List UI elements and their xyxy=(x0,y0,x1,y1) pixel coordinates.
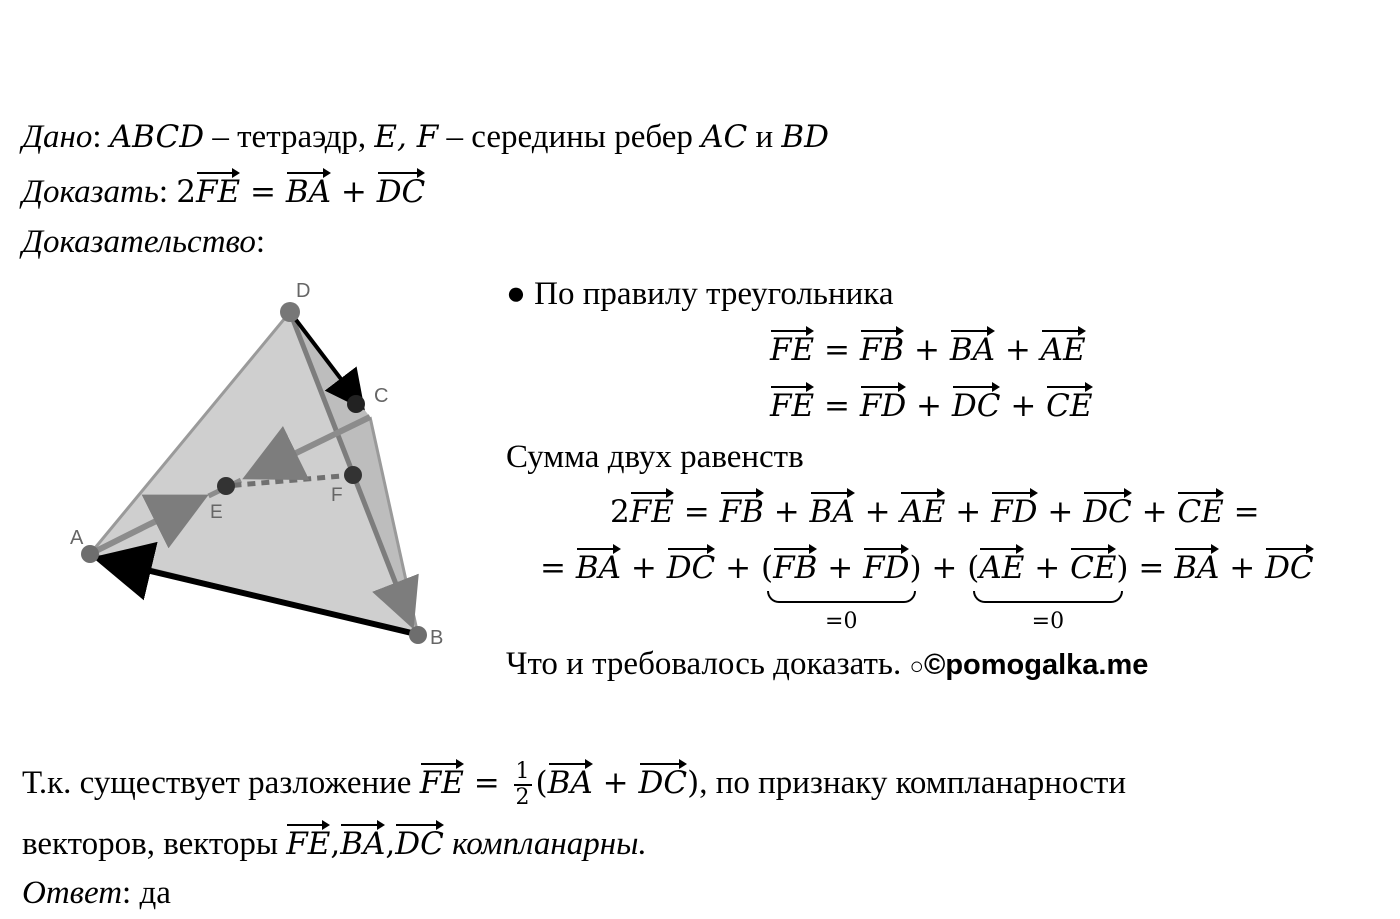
triangle-rule: ● По правилу треугольника xyxy=(506,276,894,312)
point-d xyxy=(280,302,300,322)
prove-line: Доказать: 2FE = BA + DC xyxy=(22,176,425,209)
answer-line: Ответ: да xyxy=(22,875,171,911)
zero-vector-1: =0 xyxy=(825,609,858,634)
given-line: Дано: ABCD – тетраэдр, E, F – середины ребер AC и BD xyxy=(22,119,830,155)
vector-fe: FE xyxy=(196,177,240,208)
tetrahedron-figure xyxy=(58,270,458,660)
proof-heading: Доказательство: xyxy=(22,224,266,260)
brace-group-2: (AE + CE ) =0 xyxy=(967,552,1128,585)
label-e: E xyxy=(210,502,223,523)
equation-1: FE = FB + BA + AE xyxy=(770,334,1086,367)
sum-equation-1: 2FE = FB + BA + AE + FD + DC + CE = xyxy=(610,496,1260,529)
point-e xyxy=(217,477,235,495)
zero-vector-2: =0 xyxy=(1031,609,1065,634)
label-f: F xyxy=(331,485,343,506)
watermark-logo: ○©pomogalka.me xyxy=(909,649,1149,681)
point-c xyxy=(347,395,365,413)
label-a: A xyxy=(70,527,84,549)
point-b xyxy=(409,626,427,644)
vectors-line: векторов, векторы FE ,BA ,DC компланарны. xyxy=(22,828,647,861)
label-b: B xyxy=(430,627,444,649)
answer-label: Ответ xyxy=(22,875,123,911)
label-d: D xyxy=(296,280,311,302)
tetra-name: ABCD xyxy=(109,119,205,155)
qed-line: Что и требовалось доказать. ○©pomogalka.me xyxy=(506,646,1149,682)
vector-ba: BA xyxy=(286,177,331,208)
equation-2: FE = FD + DC + CE xyxy=(770,390,1093,423)
sum-equation-2: = BA + DC + (FB + FD ) =0 + (AE + CE ) =0 = BA + DC xyxy=(540,552,1314,585)
point-a xyxy=(81,545,99,563)
label-c: C xyxy=(374,385,389,407)
vector-dc: DC xyxy=(377,177,426,208)
brace-group-1: (FB + FD ) =0 xyxy=(761,552,922,585)
sum-heading: Сумма двух равенств xyxy=(506,439,804,475)
answer-value: да xyxy=(139,875,171,911)
given-label: Дано xyxy=(22,119,93,155)
since-line: Т.к. существует разложение FE = $\frac{1}{2}$ (BA + DC ), по признаку компланарности xyxy=(22,759,1126,811)
prove-label: Доказать xyxy=(22,174,159,210)
fraction-half: $\frac{1}{2}$ xyxy=(515,759,530,811)
point-f xyxy=(344,466,362,484)
